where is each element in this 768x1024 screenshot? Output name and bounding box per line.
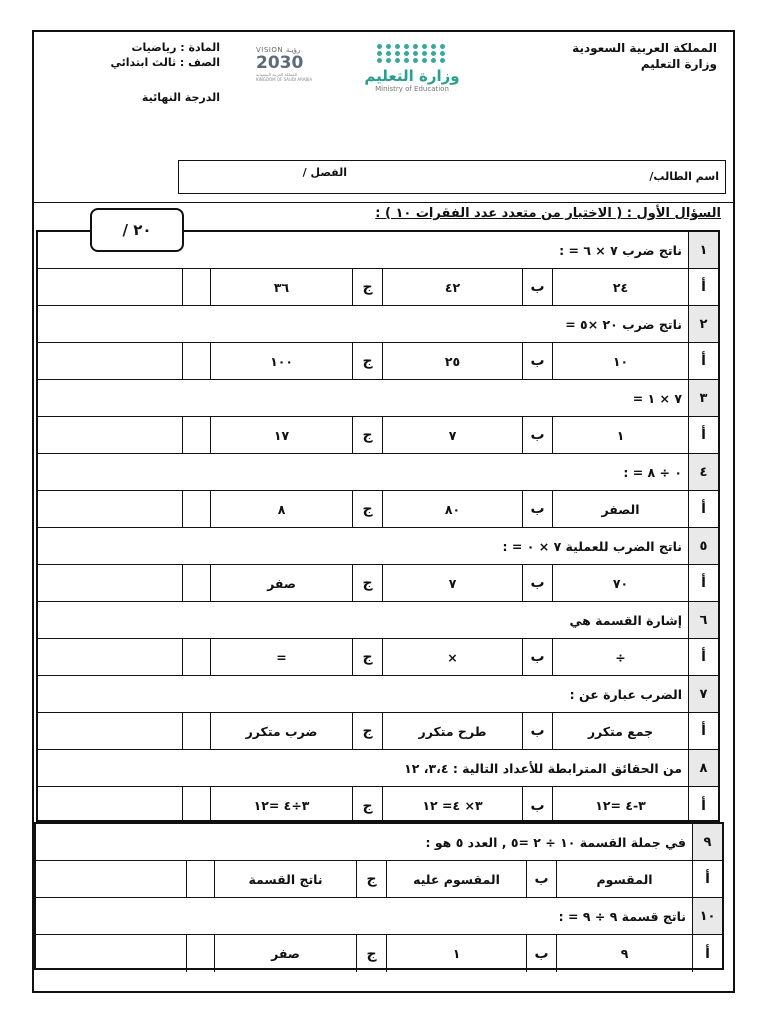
options-row: [38, 491, 718, 528]
option-a-letter: أ: [688, 343, 718, 379]
question-text: الضرب عبارة عن :: [569, 686, 682, 702]
question-number: ٣: [688, 380, 718, 416]
option-c-answer[interactable]: ناتج القسمة: [214, 861, 356, 897]
option-b-answer[interactable]: المقسوم عليه: [386, 861, 526, 897]
subject-line: المادة : رياضيات: [131, 41, 220, 54]
question-row: [36, 824, 722, 861]
option-a-answer[interactable]: الصفر: [552, 491, 688, 527]
options-row: [38, 713, 718, 750]
option-c-answer[interactable]: صفر: [214, 935, 356, 972]
ministry-logo-ar: وزارة التعليم: [364, 67, 460, 85]
question-number: ١٠: [692, 898, 722, 934]
options-row: [38, 269, 718, 306]
option-b-letter: ب: [522, 713, 552, 749]
question-text: ٠ ÷ ٨ = :: [623, 464, 682, 480]
option-b-answer[interactable]: ٢٥: [382, 343, 522, 379]
option-c-letter: ج: [356, 861, 386, 897]
vision-logo-sub: المملكة العربية السعودية KINGDOM OF SAUDI ARABIA: [256, 72, 313, 82]
answer-check-cell[interactable]: [182, 713, 210, 749]
question-number: ٢: [688, 306, 718, 342]
option-a-answer[interactable]: المقسوم: [556, 861, 692, 897]
option-b-letter: ب: [526, 935, 556, 972]
option-c-answer[interactable]: ١٠٠: [210, 343, 352, 379]
header-right: [572, 40, 717, 72]
option-b-letter: ب: [522, 343, 552, 379]
option-c-answer[interactable]: ٣÷٤ =١٢: [210, 787, 352, 824]
answer-blank-cell: [38, 713, 182, 749]
questions-table-extra: [34, 822, 724, 970]
question-row: [38, 454, 718, 491]
option-b-answer[interactable]: ١: [386, 935, 526, 972]
option-a-letter: أ: [688, 639, 718, 675]
class-label: الفصل /: [302, 166, 347, 179]
option-b-answer[interactable]: ×: [382, 639, 522, 675]
options-row: [38, 343, 718, 380]
question-text: ناتج ضرب ٢٠ ×٥ =: [565, 316, 682, 332]
option-c-letter: ج: [356, 935, 386, 972]
option-a-letter: أ: [692, 861, 722, 897]
answer-check-cell[interactable]: [186, 935, 214, 972]
options-row: [36, 935, 722, 972]
answer-blank-cell: [38, 491, 182, 527]
vision-logo-year: 2030: [256, 53, 304, 73]
option-a-answer[interactable]: ٣-٤ =١٢: [552, 787, 688, 824]
question-text: ناتج قسمة ٩ ÷ ٩ = :: [558, 908, 686, 924]
option-c-letter: ج: [352, 417, 382, 453]
option-a-letter: أ: [688, 491, 718, 527]
question-number: ٥: [688, 528, 718, 564]
option-b-answer[interactable]: ٧: [382, 417, 522, 453]
options-row: [38, 417, 718, 454]
grade-line: الصف : ثالث ابتدائي: [110, 56, 220, 69]
option-b-letter: ب: [522, 269, 552, 305]
option-b-answer[interactable]: ٨٠: [382, 491, 522, 527]
options-row: [38, 639, 718, 676]
option-a-letter: أ: [688, 713, 718, 749]
answer-check-cell[interactable]: [182, 269, 210, 305]
option-a-answer[interactable]: ١٠: [552, 343, 688, 379]
option-a-answer[interactable]: ١: [552, 417, 688, 453]
option-b-answer[interactable]: ٧: [382, 565, 522, 601]
answer-blank-cell: [36, 861, 186, 897]
ministry-logo: [352, 44, 472, 124]
option-c-answer[interactable]: =: [210, 639, 352, 675]
option-c-answer[interactable]: ٣٦: [210, 269, 352, 305]
option-b-letter: ب: [522, 565, 552, 601]
header-divider: [34, 202, 733, 203]
final-grade-label: الدرجة النهائية: [141, 91, 220, 104]
option-a-letter: أ: [688, 269, 718, 305]
answer-blank-cell: [38, 787, 182, 824]
question-row: [38, 602, 718, 639]
question-title: السؤال الأول : ( الاختيار من متعدد عدد الفقرات ١٠ ) :: [375, 206, 721, 221]
vision-logo-top: VISION رؤيـة: [256, 46, 301, 54]
question-row: [38, 306, 718, 343]
option-b-answer[interactable]: طرح متكرر: [382, 713, 522, 749]
questions-table-main: [36, 230, 720, 822]
option-c-letter: ج: [352, 269, 382, 305]
option-a-answer[interactable]: جمع متكرر: [552, 713, 688, 749]
answer-check-cell[interactable]: [182, 565, 210, 601]
option-c-letter: ج: [352, 787, 382, 824]
question-text: في جملة القسمة ١٠ ÷ ٢ =٥ , العدد ٥ هو :: [425, 834, 686, 850]
question-number: ٤: [688, 454, 718, 490]
option-c-letter: ج: [352, 565, 382, 601]
exam-page: [32, 30, 735, 993]
options-row: [38, 787, 718, 824]
option-c-answer[interactable]: صفر: [210, 565, 352, 601]
student-info-box: [178, 160, 726, 194]
option-a-letter: أ: [688, 417, 718, 453]
option-a-letter: أ: [688, 787, 718, 824]
option-b-letter: ب: [522, 787, 552, 824]
answer-blank-cell: [38, 269, 182, 305]
option-b-answer[interactable]: ٣× ٤= ١٢: [382, 787, 522, 824]
option-c-answer[interactable]: ضرب متكرر: [210, 713, 352, 749]
answer-blank-cell: [38, 639, 182, 675]
option-c-letter: ج: [352, 491, 382, 527]
option-b-letter: ب: [522, 491, 552, 527]
header-left: [110, 40, 220, 105]
answer-blank-cell: [38, 343, 182, 379]
question-number: ٦: [688, 602, 718, 638]
answer-check-cell[interactable]: [182, 491, 210, 527]
question-number: ٨: [688, 750, 718, 786]
question-text: ناتج ضرب ٧ × ٦ = :: [559, 242, 682, 258]
option-b-answer[interactable]: ٤٢: [382, 269, 522, 305]
answer-check-cell[interactable]: [182, 417, 210, 453]
answer-blank-cell: [38, 565, 182, 601]
question-number: ٩: [692, 824, 722, 860]
option-a-letter: أ: [688, 565, 718, 601]
ministry-logo-dots: [352, 44, 472, 63]
option-a-answer[interactable]: ٧٠: [552, 565, 688, 601]
option-c-letter: ج: [352, 713, 382, 749]
answer-blank-cell: [38, 417, 182, 453]
question-text: إشارة القسمة هي: [569, 612, 682, 628]
option-b-letter: ب: [526, 861, 556, 897]
option-b-letter: ب: [522, 417, 552, 453]
option-a-answer[interactable]: ٩: [556, 935, 692, 972]
kingdom-name: المملكة العربية السعودية: [572, 41, 717, 55]
option-a-letter: أ: [692, 935, 722, 972]
ministry-name: وزارة التعليم: [640, 57, 717, 71]
answer-check-cell[interactable]: [182, 787, 210, 824]
question-text: ناتج الضرب للعملية ٧ × ٠ = :: [502, 538, 682, 554]
options-row: [36, 861, 722, 898]
option-b-letter: ب: [522, 639, 552, 675]
question-row: [36, 898, 722, 935]
question-text: من الحقائق المترابطة للأعداد التالية : ٣،٤، ١٢: [404, 760, 682, 776]
question-number: ١: [688, 232, 718, 268]
option-c-letter: ج: [352, 639, 382, 675]
question-row: [38, 380, 718, 417]
option-a-answer[interactable]: ÷: [552, 639, 688, 675]
option-c-answer[interactable]: ٨: [210, 491, 352, 527]
question-row: [38, 750, 718, 787]
question-row: [38, 676, 718, 713]
options-row: [38, 565, 718, 602]
vision-2030-logo: [256, 46, 316, 88]
question-row: [38, 528, 718, 565]
answer-check-cell[interactable]: [186, 861, 214, 897]
question-text: ٧ × ١ =: [632, 390, 682, 406]
ministry-logo-en: Ministry of Education: [375, 85, 449, 93]
answer-check-cell[interactable]: [182, 343, 210, 379]
answer-check-cell[interactable]: [182, 639, 210, 675]
score-box: ٢٠ /: [90, 208, 184, 252]
option-c-letter: ج: [352, 343, 382, 379]
student-name-label: اسم الطالب/: [649, 170, 719, 183]
answer-blank-cell: [36, 935, 186, 972]
option-c-answer[interactable]: ١٧: [210, 417, 352, 453]
option-a-answer[interactable]: ٢٤: [552, 269, 688, 305]
question-number: ٧: [688, 676, 718, 712]
